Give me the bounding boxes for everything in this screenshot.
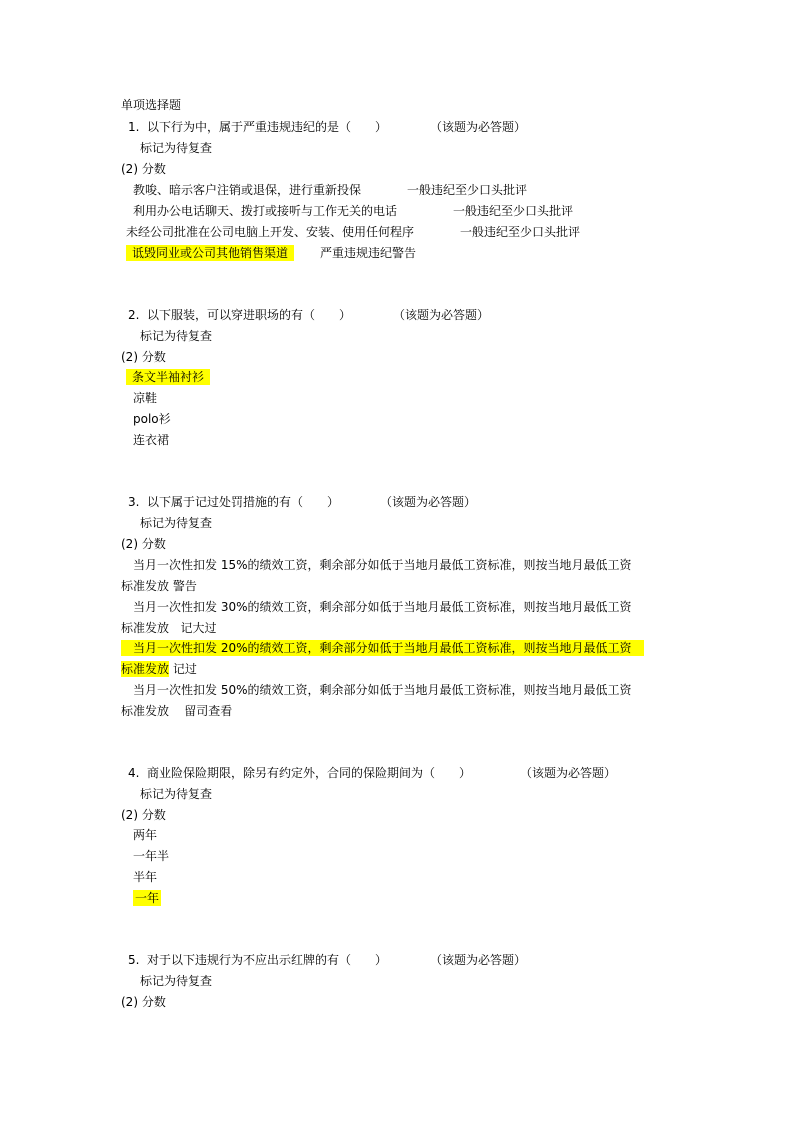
option-1-cont: 标准发放 警告 bbox=[121, 579, 197, 593]
option-3-extra: 一般违纪至少口头批评 bbox=[460, 225, 581, 239]
option-1-extra: 一般违纪至少口头批评 bbox=[407, 183, 528, 197]
score-label: (2) 分数 bbox=[121, 162, 166, 176]
option-1[interactable]: 当月一次性扣发 15%的绩效工资，剩余部分如低于当地月最低工资标准，则按当地月最低工资 bbox=[133, 558, 632, 572]
question-number: 1. bbox=[128, 120, 140, 134]
question-text: 对于以下违规行为不应出示红牌的有（ ） bbox=[147, 953, 388, 967]
score-label: (2) 分数 bbox=[121, 350, 166, 364]
question-number: 5. bbox=[128, 953, 140, 967]
option-3-selected[interactable]: 当月一次性扣发 20%的绩效工资，剩余部分如低于当地月最低工资标准，则按当地月最低工资 bbox=[121, 641, 644, 656]
score-label: (2) 分数 bbox=[121, 995, 166, 1009]
option-3[interactable]: polo衫 bbox=[133, 412, 171, 426]
question-number: 3. bbox=[128, 495, 140, 509]
option-3-cont: 标准发放 记过 bbox=[121, 662, 197, 676]
section-title: 单项选择题 bbox=[121, 98, 182, 112]
question-text: 以下行为中，属于严重违规违纪的是（ ） bbox=[147, 120, 388, 134]
option-3[interactable]: 未经公司批准在公司电脑上开发、安装、使用任何程序 bbox=[126, 225, 415, 239]
score-label: (2) 分数 bbox=[121, 537, 166, 551]
required-note: （该题为必答题） bbox=[380, 495, 477, 509]
option-2[interactable]: 一年半 bbox=[133, 849, 170, 863]
option-1-selected[interactable]: 条文半袖衬衫 bbox=[126, 370, 210, 385]
option-2[interactable]: 利用办公电话聊天、拨打或接听与工作无关的电话 bbox=[133, 204, 398, 218]
option-3[interactable]: 半年 bbox=[133, 870, 158, 884]
question-text: 商业险保险期限，除另有约定外，合同的保险期间为（ ） bbox=[147, 766, 472, 780]
option-2[interactable]: 当月一次性扣发 30%的绩效工资，剩余部分如低于当地月最低工资标准，则按当地月最低工资 bbox=[133, 600, 632, 614]
option-4[interactable]: 当月一次性扣发 50%的绩效工资，剩余部分如低于当地月最低工资标准，则按当地月最低工资 bbox=[133, 683, 632, 697]
score-label: (2) 分数 bbox=[121, 808, 166, 822]
option-1[interactable]: 教唆、暗示客户注销或退保，进行重新投保 bbox=[133, 183, 362, 197]
option-2[interactable]: 凉鞋 bbox=[133, 391, 158, 405]
option-4-selected[interactable]: 一年 bbox=[135, 891, 160, 905]
option-1[interactable]: 两年 bbox=[133, 828, 158, 842]
question-text: 以下属于记过处罚措施的有（ ） bbox=[147, 495, 340, 509]
option-2-cont: 标准发放 记大过 bbox=[121, 621, 217, 635]
option-4-extra: 严重违规违纪警告 bbox=[320, 246, 417, 260]
required-note: （该题为必答题） bbox=[430, 953, 527, 967]
question-number: 4. bbox=[128, 766, 140, 780]
mark-for-review-link[interactable]: 标记为待复查 bbox=[140, 516, 213, 530]
question-number: 2. bbox=[128, 308, 140, 322]
option-4-cont: 标准发放 留司查看 bbox=[121, 704, 233, 718]
required-note: （该题为必答题） bbox=[520, 766, 617, 780]
option-2-extra: 一般违纪至少口头批评 bbox=[453, 204, 574, 218]
question-text: 以下服装，可以穿进职场的有（ ） bbox=[147, 308, 352, 322]
mark-for-review-link[interactable]: 标记为待复查 bbox=[140, 141, 213, 155]
mark-for-review-link[interactable]: 标记为待复查 bbox=[140, 787, 213, 801]
option-4[interactable]: 连衣裙 bbox=[133, 433, 170, 447]
option-4-selected[interactable]: 诋毁同业或公司其他销售渠道 bbox=[126, 246, 294, 261]
required-note: （该题为必答题） bbox=[430, 120, 527, 134]
mark-for-review-link[interactable]: 标记为待复查 bbox=[140, 974, 213, 988]
mark-for-review-link[interactable]: 标记为待复查 bbox=[140, 329, 213, 343]
required-note: （该题为必答题） bbox=[393, 308, 490, 322]
